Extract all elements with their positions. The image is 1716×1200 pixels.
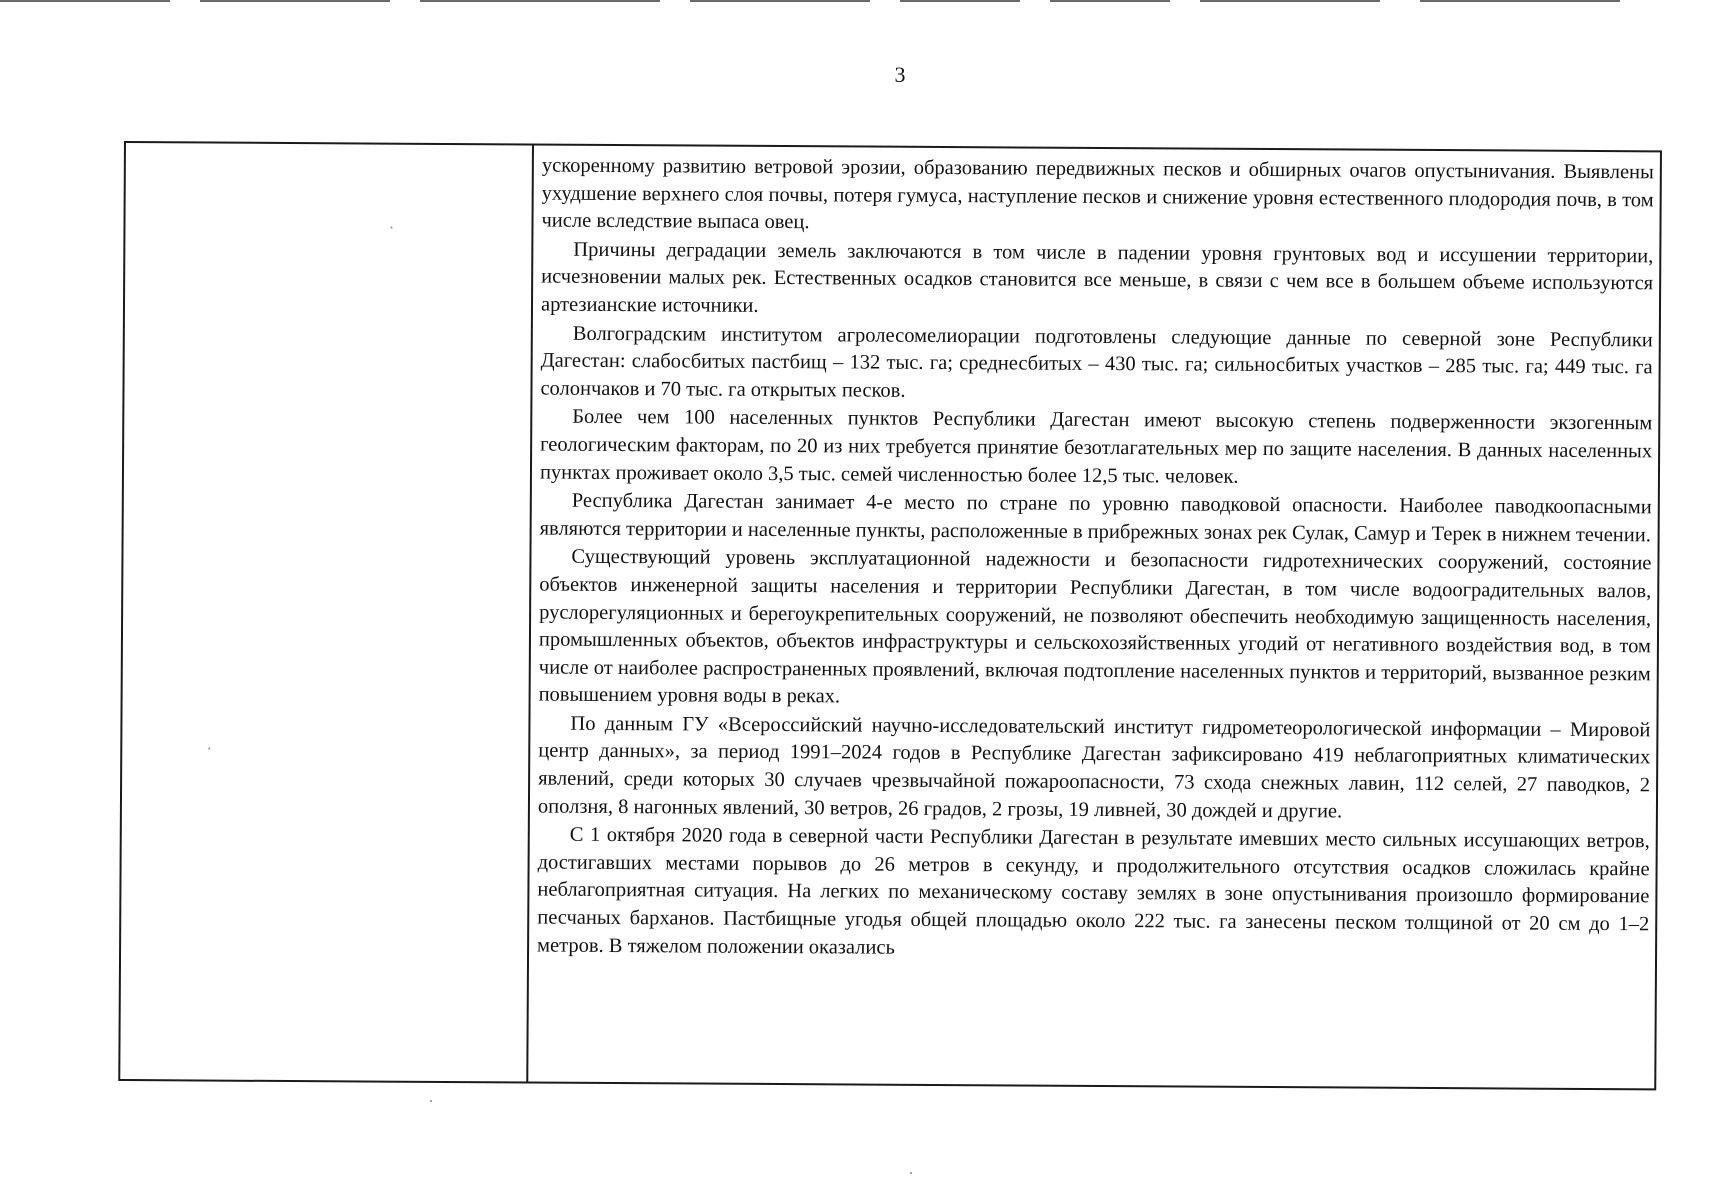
paragraph: Причины деградации земель заключаются в том числе в падении уровня грунтовых вод и иссушении территории, исчезновении малых рек. Естественных осадков становится все меньше, в связи с чем все в большем объеме используются артезианские источники.	[540, 238, 1654, 317]
scan-edge-line	[900, 0, 1020, 2]
paragraph: ускоренному развитию ветровой эрозии, образованию передвижных песков и обширных очагов опустыниvания. Выявлены ухудшение верхнего слоя почвы, потеря гумуса, наступление песков и снижение уровня естественного плодородия почв, в том числе вследствие выпаса овец.	[541, 154, 1654, 234]
scan-speck	[208, 748, 210, 750]
page-number: 3	[894, 62, 906, 87]
scan-edge-line	[1200, 0, 1380, 2]
scan-speck	[910, 1172, 912, 1174]
scan-edge-line	[0, 0, 170, 2]
paragraph: Существующий уровень эксплуатационной надежности и безопасности гидротехнических сооружений, состояние объектов инженерной защиты населения и территории Республики Дагестан, в том числе водооградительных валов, руслорегуляционных и берегоукрепительных сооружений, не позволяют обеспечить необходимую защищенность населения, промышленных объектов, объектов инфраструктуры и сельскохозяйственных угодий от негативного воздействия вод, в том числе от наиболее распространенных проявлений, включая подтопление населенных пунктов и территорий, вызванное резким повышением уровня воды в реках.	[538, 546, 1652, 708]
left-column-cell	[120, 143, 534, 1081]
scan-edge-line	[1420, 0, 1620, 2]
paragraph: С 1 октября 2020 года в северной части Республики Дагестан в результате имевших место сильных иссушающих ветров, достигавших местами порывов до 26 метров в секунду, и продолжительного отсутствия осадков сложилась крайне неблагоприятная ситуация. На легких по механическому составу землях в зоне опустынивания произошло формирование песчаных барханов. Пастбищные угодья общей площадью около 222 тыс. га занесены песком толщиной от 20 см до 1–2 метров. В тяжелом положении оказались	[537, 823, 1650, 959]
scan-edge-line	[420, 0, 660, 2]
paragraph: Волгоградским институтом агролесомелиорации подготовлены следующие данные по северной зоне Республики Дагестан: слабосбитых пастбищ – 132 тыс. га; среднесбитых – 430 тыс. га; сильносбитых участков – 285 тыс. га; 449 тыс. га солончаков и 70 тыс. га открытых песков.	[540, 322, 1653, 402]
paragraph: По данным ГУ «Всероссийский научно-исследовательский институт гидрометеорологической информации – Мировой центр данных», за период 1991–2024 годов в Республике Дагестан зафиксировано 419 неблагоприятных климатических явлений, среди которых 30 случаев чрезвычайной пожароопасности, 73 схода снежных лавин, 112 селей, 27 паводков, 2 оползня, 8 нагонных явлений, 30 ветров, 26 градов, 2 грозы, 19 ливней, 30 дождей и другие.	[537, 712, 1651, 823]
scan-speck	[430, 1100, 432, 1102]
scan-edge-line	[690, 0, 870, 2]
paragraph: Республика Дагестан занимает 4-е место по стране по уровню паводковой опасности. Наиболее паводкоопасными являются территории и населенные пункты, расположенные в прибрежных зонах рек Сулак, Самур и Терек в нижнем течении.	[539, 489, 1652, 547]
scan-edge-line	[1050, 0, 1170, 2]
document-table	[118, 141, 1662, 1090]
body-text-cell	[528, 146, 1660, 1089]
scan-edge-line	[200, 0, 390, 2]
scan-speck	[390, 227, 392, 229]
paragraph: Более чем 100 населенных пунктов Республики Дагестан имеют высокую степень подверженности экзогенным геологическим факторам, по 20 из них требуется принятие безотлагательных мер по защите населения. В данных населенных пунктах проживает около 3,5 тыс. семей численностью более 12,5 тыс. человек.	[539, 406, 1653, 488]
